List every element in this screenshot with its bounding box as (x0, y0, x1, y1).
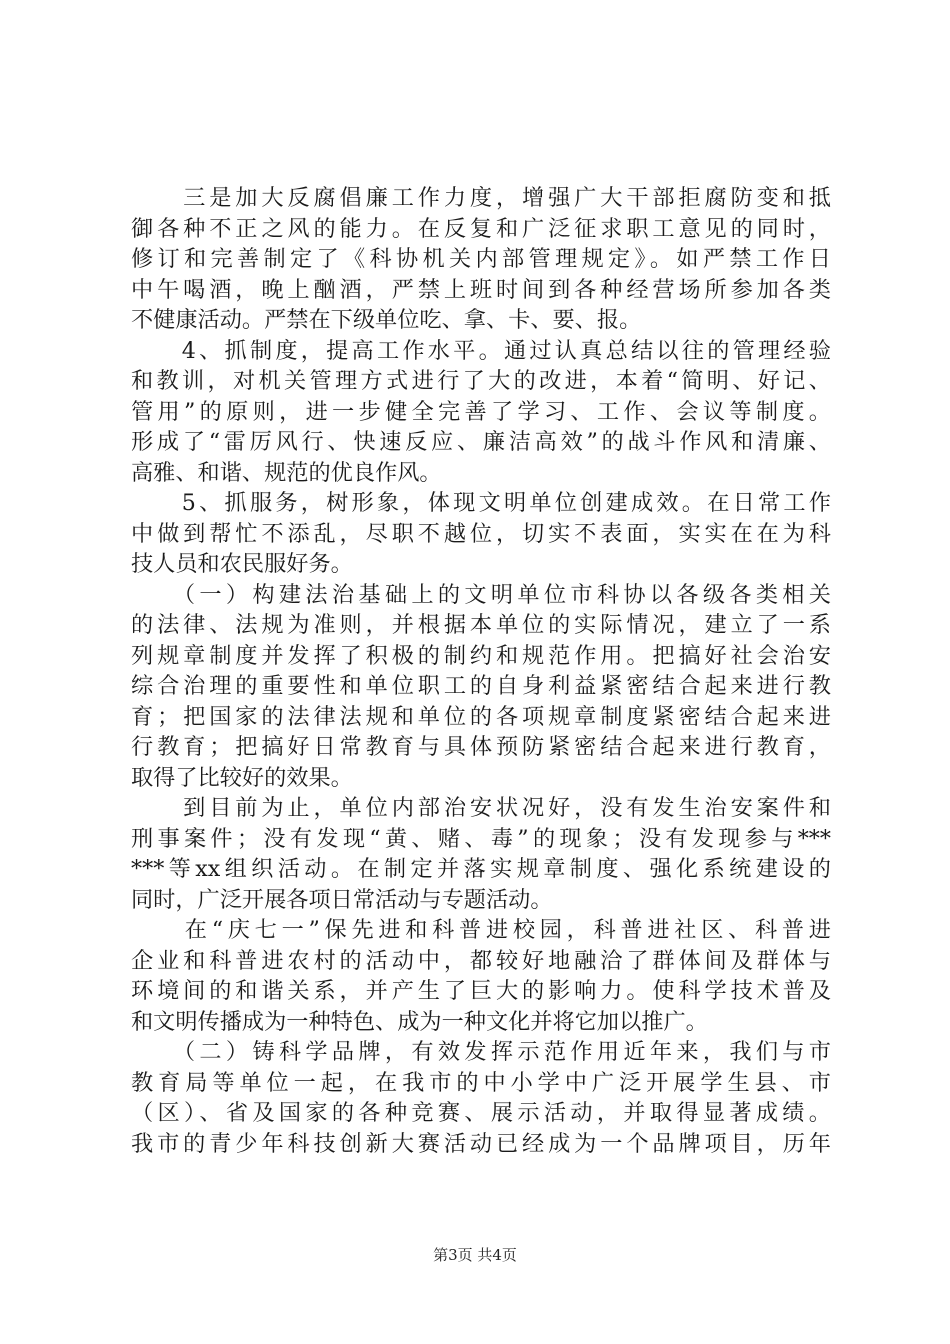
text-line: 教育局等单位一起，在我市的中小学中广泛开展学生县、市 (131, 1069, 831, 1096)
text-line: 我市的青少年科技创新大赛活动已经成为一个品牌项目，历年 (131, 1130, 831, 1157)
text-line: 不健康活动。严禁在下级单位吃、拿、卡、要、报。 (131, 307, 642, 333)
text-line: 修订和完善制定了《科协机关内部管理规定》。如严禁工作日 (131, 246, 831, 272)
text-line: 的法律、法规为准则，并根据本单位的实际情况，建立了一系 (131, 612, 831, 638)
text-line: （二）铸科学品牌，有效发挥示范作用近年来，我们与市 (131, 1039, 831, 1065)
text-line: 技人员和农民服好务。 (131, 551, 353, 577)
text-line: 4、抓制度，提高工作水平。通过认真总结以往的管理经验 (131, 337, 831, 364)
text-line: 行教育；把搞好日常教育与具体预防紧密结合起来进行教育， (131, 734, 831, 760)
text-line: 综合治理的重要性和单位职工的自身利益紧密结合起来进行教 (131, 673, 831, 699)
text-line: 刑事案件；没有发现“黄、赌、毒”的现象；没有发现参与*** (131, 825, 831, 852)
text-line: 中做到帮忙不添乱，尽职不越位，切实不表面，实实在在为科 (131, 520, 831, 547)
body-text (131, 183, 831, 1159)
text-line: 和教训，对机关管理方式进行了大的改进，本着“简明、好记、 (131, 368, 831, 394)
text-line: 同时，广泛开展各项日常活动与专题活动。 (131, 886, 553, 913)
text-line: 环境间的和谐关系，并产生了巨大的影响力。使科学技术普及 (131, 978, 831, 1004)
text-line: 高雅、和谐、规范的优良作风。 (131, 459, 442, 486)
text-line: 到目前为止，单位内部治安状况好，没有发生治安案件和 (131, 795, 831, 821)
text-line: 企业和科普进农村的活动中，都较好地融洽了群体间及群体与 (131, 947, 831, 974)
text-line: 中午喝酒，晚上酗酒，严禁上班时间到各种经营场所参加各类 (131, 276, 831, 303)
text-line: 取得了比较好的效果。 (131, 764, 353, 791)
text-line: （一）构建法治基础上的文明单位市科协以各级各类相关 (131, 581, 831, 608)
text-line: 和文明传播成为一种特色、成为一种文化并将它加以推广。 (131, 1008, 708, 1035)
text-line: 列规章制度并发挥了积极的制约和规范作用。把搞好社会治安 (131, 642, 831, 669)
text-line: 育；把国家的法律法规和单位的各项规章制度紧密结合起来进 (131, 703, 831, 730)
text-line: 管用”的原则，进一步健全完善了学习、工作、会议等制度。 (131, 398, 831, 425)
text-line: 御各种不正之风的能力。在反复和广泛征求职工意见的同时， (131, 215, 831, 242)
text-line: （区）、省及国家的各种竞赛、展示活动，并取得显著成绩。 (131, 1100, 831, 1126)
text-line: 5、抓服务，树形象，体现文明单位创建成效。在日常工作 (131, 490, 831, 516)
page-footer: 第3页 共4页 (433, 1246, 517, 1264)
text-line: 形成了“雷厉风行、快速反应、廉洁高效”的战斗作风和清廉、 (131, 429, 831, 455)
text-line: 在“庆七一”保先进和科普进校园，科普进社区、科普进 (131, 917, 831, 943)
text-line: ***等xx组织活动。在制定并落实规章制度、强化系统建设的 (131, 856, 831, 882)
text-line: 三是加大反腐倡廉工作力度，增强广大干部拒腐防变和抵 (131, 185, 831, 211)
